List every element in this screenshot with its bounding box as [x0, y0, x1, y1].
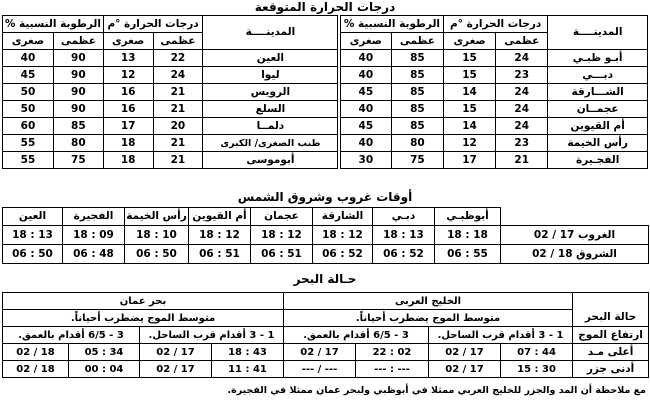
- left-tmax-header: عظمى: [153, 33, 203, 50]
- cell: 06 : 51: [189, 245, 251, 264]
- sun-city-rak: رأس الخيمة: [125, 208, 189, 226]
- cell: 85: [53, 118, 103, 135]
- cell: 85: [391, 50, 443, 67]
- cell: 85: [391, 84, 443, 101]
- right-hmin-header: صغرى: [340, 33, 391, 50]
- cell: 06 : 55: [435, 245, 501, 264]
- right-humidity-header: الرطوبة النسبية %: [340, 16, 443, 33]
- sunrise-label: الشروق 18 / 02: [501, 245, 649, 264]
- high-tide-label: أعلى مـد: [573, 344, 649, 361]
- left-city-header: المدينــــة: [203, 16, 338, 50]
- city-name: أبـو ظبـي: [548, 50, 648, 67]
- cell: 21: [153, 152, 203, 169]
- cell: 14: [443, 118, 495, 135]
- cell: 17: [443, 152, 495, 169]
- cell: 24: [496, 84, 548, 101]
- sunrise-row: [3, 245, 649, 264]
- city-name: رأس الخيمة: [548, 135, 648, 152]
- city-name: طنب الصغرى/ الكبرى: [203, 135, 338, 152]
- cell: 80: [53, 135, 103, 152]
- cell: 40: [340, 67, 391, 84]
- cell: 21: [496, 152, 548, 169]
- cell: 05 : 34: [69, 344, 140, 361]
- cell: 00 : 04: [69, 361, 140, 378]
- cell: 06 : 50: [125, 245, 189, 264]
- left-hmin-header: صغرى: [3, 33, 54, 50]
- cell: 12: [443, 135, 495, 152]
- sun-city-abudhabi: أبوظبـي: [435, 208, 501, 226]
- cell: 18 : 18: [435, 226, 501, 245]
- city-name: ليوا: [203, 67, 338, 84]
- cell: 15: [443, 67, 495, 84]
- right-hmax-header: عظمى: [391, 33, 443, 50]
- sun-city-fujairah: الفجيرة: [63, 208, 125, 226]
- cell: 18: [103, 152, 153, 169]
- cell: 22 : 02: [356, 344, 429, 361]
- city-name: دلمــا: [203, 118, 338, 135]
- sunset-label: الغروب 17 / 02: [501, 226, 649, 245]
- left-humidity-header: الرطوبة النسبية %: [3, 16, 104, 33]
- cell: 60: [3, 118, 54, 135]
- cell: 02 / 17: [429, 361, 501, 378]
- sunset-row: [3, 226, 649, 245]
- gulf-wave-shore: 1 - 3 أقدام قرب الساحل.: [429, 327, 573, 344]
- city-name: عجمــان: [548, 101, 648, 118]
- cell: 23: [496, 67, 548, 84]
- gulf-wave-deep: 3 - 6/5 أقدام بالعمق.: [284, 327, 429, 344]
- wave-label: ارتفاع الموج: [573, 327, 649, 344]
- table-row: [3, 67, 648, 84]
- cell: --- / ---: [284, 361, 356, 378]
- tide-note: مع ملاحظة أن المد والجزر للخليج العربي ممثلا في أبوظبي ولبحر عمان ممثلا في الفجيرة.: [227, 385, 646, 396]
- low-tide-row: [3, 361, 649, 378]
- cell: 06 : 48: [63, 245, 125, 264]
- cell: 11 : 41: [212, 361, 284, 378]
- sun-city-dubai: دبـي: [373, 208, 435, 226]
- cell: 20: [153, 118, 203, 135]
- oman-header: بحر عمان: [3, 293, 284, 310]
- cell: 21: [153, 101, 203, 118]
- left-tmin-header: صغرى: [103, 33, 153, 50]
- cell: 21: [153, 84, 203, 101]
- cell: 02 / 17: [140, 344, 212, 361]
- table-row: [3, 152, 648, 169]
- cell: 06 : 50: [3, 245, 63, 264]
- cell: 18 : 13: [373, 226, 435, 245]
- cell: 45: [340, 84, 391, 101]
- cell: 55: [3, 135, 54, 152]
- cell: 15 : 30: [501, 361, 573, 378]
- oman-wave-shore: 1 - 3 أقدام قرب الساحل.: [140, 327, 284, 344]
- cell: 18 : 13: [3, 226, 63, 245]
- cell: 80: [391, 135, 443, 152]
- table-row: [3, 135, 648, 152]
- cell: 24: [496, 118, 548, 135]
- city-name: العين: [203, 50, 338, 67]
- cell: 18 : 10: [125, 226, 189, 245]
- sun-city-ajman: عجمان: [251, 208, 313, 226]
- cell: 50: [3, 101, 54, 118]
- cell: 40: [340, 50, 391, 67]
- left-temp-header: درجات الحرارة °م: [103, 16, 203, 33]
- left-hmax-header: عظمى: [53, 33, 103, 50]
- cell: 21: [153, 135, 203, 152]
- cell: 02 / 18: [3, 361, 69, 378]
- cell: 24: [153, 67, 203, 84]
- sea-title: حـالة البحر: [293, 272, 357, 286]
- cell: 16: [103, 101, 153, 118]
- cell: 45: [3, 67, 54, 84]
- city-name: أبوموسى: [203, 152, 338, 169]
- cell: 06 : 51: [251, 245, 313, 264]
- sun-city-sharjah: الشارقة: [313, 208, 373, 226]
- cell: 75: [391, 152, 443, 169]
- cell: 02 / 18: [3, 344, 69, 361]
- cell: 14: [443, 84, 495, 101]
- table-row: [3, 118, 648, 135]
- cell: 07 : 44: [501, 344, 573, 361]
- temps-table: [2, 15, 648, 169]
- cell: 06 : 52: [313, 245, 373, 264]
- sun-city-ain: العين: [3, 208, 63, 226]
- cell: 02 / 17: [429, 344, 501, 361]
- oman-wave-deep: 3 - 6/5 أقدام بالعمق.: [3, 327, 140, 344]
- cell: 45: [340, 118, 391, 135]
- cell: 15: [443, 50, 495, 67]
- cell: 15: [443, 101, 495, 118]
- table-row: [3, 84, 648, 101]
- high-tide-row: [3, 344, 649, 361]
- cell: 40: [340, 135, 391, 152]
- right-temp-header: درجات الحرارة °م: [443, 16, 547, 33]
- cell: 02 / 17: [284, 344, 356, 361]
- cell: 17: [103, 118, 153, 135]
- city-name: الشـــارقة: [548, 84, 648, 101]
- sun-city-uaq: أم القيوين: [189, 208, 251, 226]
- cell: 90: [53, 50, 103, 67]
- cell: 06 : 52: [373, 245, 435, 264]
- cell: 30: [340, 152, 391, 169]
- temps-title: درجات الحرارة المتوقعة: [254, 0, 396, 14]
- right-tmin-header: صغرى: [443, 33, 495, 50]
- cell: 40: [3, 50, 54, 67]
- cell: 75: [53, 152, 103, 169]
- right-tmax-header: عظمى: [496, 33, 548, 50]
- cell: 02 / 17: [140, 361, 212, 378]
- cell: 85: [391, 101, 443, 118]
- state-label: حالة البحر: [573, 310, 649, 327]
- cell: 12: [103, 67, 153, 84]
- cell: 18 : 43: [212, 344, 284, 361]
- cell: 18: [103, 135, 153, 152]
- cell: 90: [53, 101, 103, 118]
- city-name: دبـــي: [548, 67, 648, 84]
- cell: 23: [496, 135, 548, 152]
- cell: 24: [496, 50, 548, 67]
- low-tide-label: أدنى جزر: [573, 361, 649, 378]
- cell: 40: [340, 101, 391, 118]
- city-name: الرويس: [203, 84, 338, 101]
- city-name: السلع: [203, 101, 338, 118]
- cell: 18 : 12: [189, 226, 251, 245]
- cell: 85: [391, 118, 443, 135]
- cell: 18 : 12: [313, 226, 373, 245]
- cell: 24: [496, 101, 548, 118]
- gulf-header: الخليج العربى: [284, 293, 573, 310]
- cell: 85: [391, 67, 443, 84]
- oman-state: متوسط الموج يضطرب أحياناً.: [3, 310, 284, 327]
- table-row: [3, 101, 648, 118]
- cell: 22: [153, 50, 203, 67]
- sea-table: [2, 292, 649, 378]
- sun-table: [2, 207, 649, 264]
- gulf-state: متوسط الموج يضطرب أحياناً.: [284, 310, 573, 327]
- city-name: أم القيوين: [548, 118, 648, 135]
- table-row: [3, 50, 648, 67]
- cell: 90: [53, 84, 103, 101]
- sun-title: أوقات غروب وشروق الشمس: [237, 190, 413, 204]
- cell: 13: [103, 50, 153, 67]
- cell: 50: [3, 84, 54, 101]
- city-name: الفجـيرة: [548, 152, 648, 169]
- cell: 16: [103, 84, 153, 101]
- cell: 18 : 09: [63, 226, 125, 245]
- cell: 55: [3, 152, 54, 169]
- cell: 90: [53, 67, 103, 84]
- cell: --- : ---: [356, 361, 429, 378]
- cell: 18 : 12: [251, 226, 313, 245]
- right-city-header: المدينــــة: [548, 16, 648, 50]
